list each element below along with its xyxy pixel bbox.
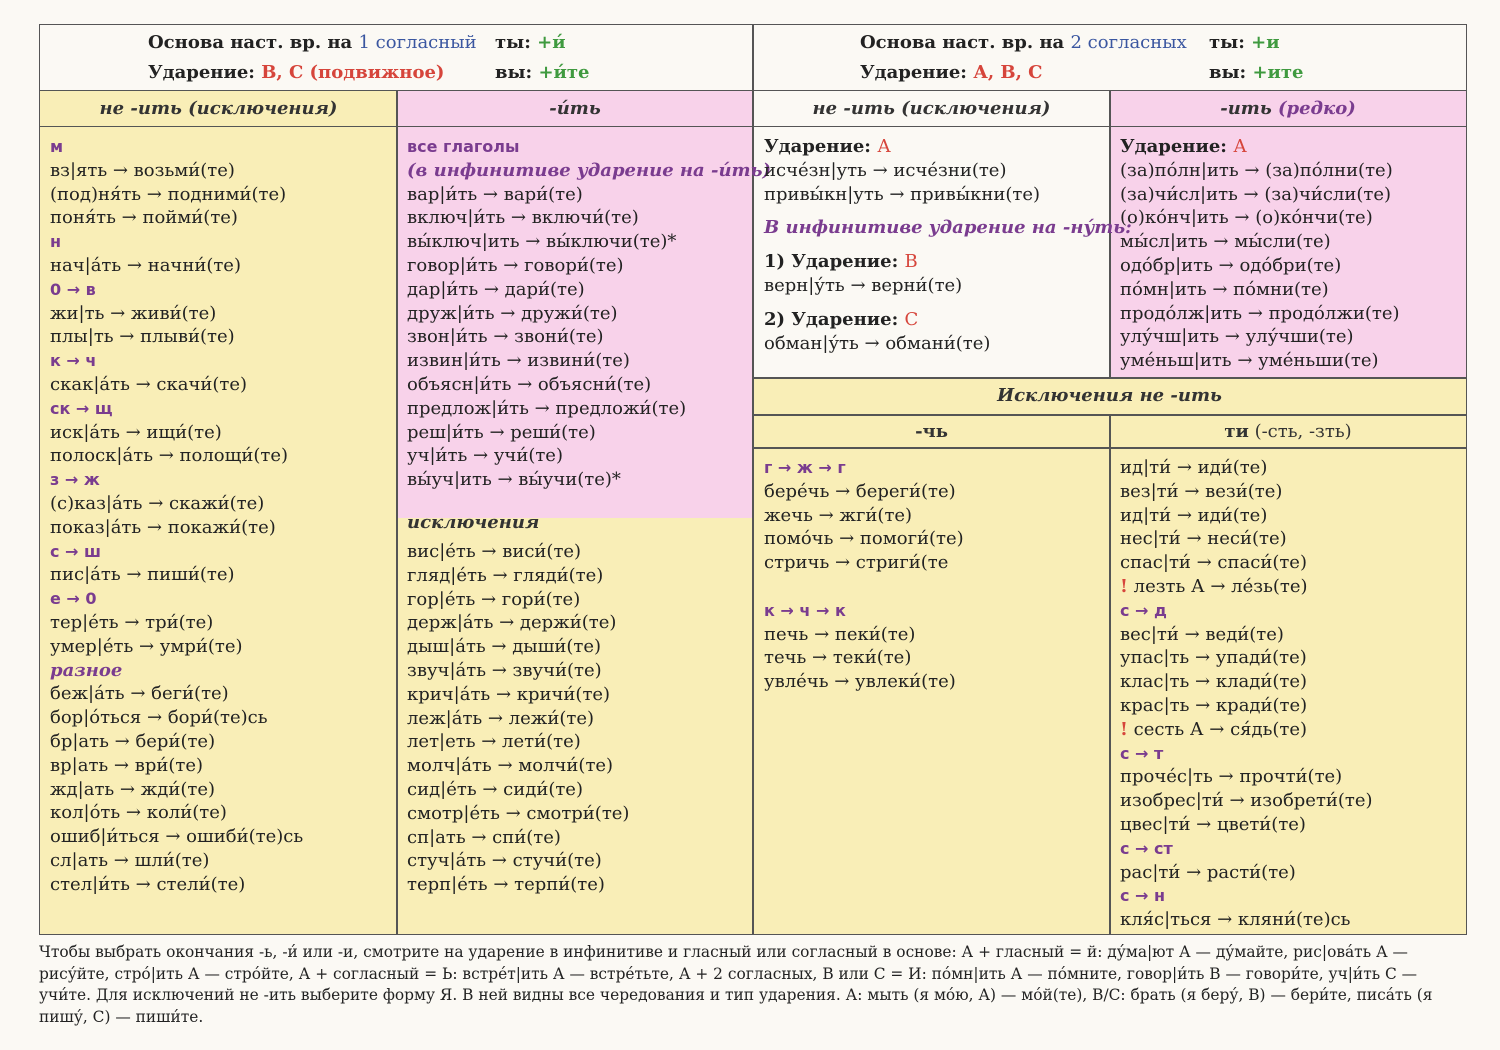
header-left-stress-label: Ударение: [148,62,262,83]
list-item: включ|и́ть → включи́(те) [407,207,639,229]
list-item: жечь → жги́(те) [764,504,913,526]
list-item: нач|а́ть → начни́(те) [50,254,241,276]
spacer [764,575,964,599]
header-left-stem-value: 1 согласный [358,32,477,53]
col3-stress-b [764,250,1132,274]
list-item: держ|а́ть → держи́(те) [407,612,617,634]
header-right-vy [1209,62,1304,83]
section-label: с → н [1120,886,1166,906]
list-item: стуч|а́ть → стучи́(те) [407,850,602,872]
section-label: з → ж [50,470,100,490]
col2-heading: -и́ть [397,91,753,127]
col2-yellow-list [407,540,629,897]
col3-heading: не -ить (исключения) [753,91,1110,127]
header-right-ty [1209,32,1280,53]
list-item: вз|ять → возьми́(те) [50,159,235,181]
exceptions-left-list [764,456,964,694]
list-item: леж|а́ть → лежи́(те) [407,707,595,729]
exceptions-right-list [1120,456,1373,932]
header-right-stem-label: Основа наст. вр. на [860,32,1071,53]
sub-right-main: ти [1224,421,1249,442]
col4-heading-rarely: (редко) [1277,98,1356,119]
list-item: полоск|а́ть → полощи́(те) [50,445,289,467]
list-item: продо́лж|ить → продо́лжи(те) [1120,302,1400,324]
list-item: обман|у́ть → обмани́(те) [764,332,991,354]
list-item: дыш|а́ть → дыши́(те) [407,636,602,658]
sub-right-variants: (-сть, -зть) [1248,421,1352,442]
list-item: уч|и́ть → учи́(те) [407,445,563,467]
header-right [753,25,1466,91]
list-item: по́мн|ить → по́мни(те) [1120,278,1329,300]
footer-note: Чтобы выбрать окончания -ь, -и́ или -и, смотрите на ударение в инфинитиве и гласный или согласный в основе: А + гласный = й: ду́ма|ют А — ду́майте, рис|ова́ть А — рису́йте, стро́|ить А — стро́йте, А + согласный = Ь: встре́т|ить А — встре́тьте, А + 2 согласных, В или С = И: по́мн|ить А — по́мните, говор|и́ть В — говори́те, уч|и́ть С — учи́те. Для исключений не -ить выберите форму Я. В ней видны все чередования и тип ударения. А: мыть (я мо́ю, А) — мо́й(те), В/С: брать (я беру́, В) — бери́те, писа́ть (я пишу́, С) — пиши́те. [39,943,1433,1026]
list-item: пис|а́ть → пиши́(те) [50,564,235,586]
col4-heading [1110,91,1466,127]
list-item: спас|ти́ → спаси́(те) [1120,552,1307,574]
list-item: поня́ть → пойми́(те) [50,207,238,229]
section-label: ск → щ [50,398,113,418]
conjugation-table [39,24,1467,935]
col3-stress-a [764,135,1132,159]
list-item: мы́сл|ить → мы́сли(те) [1120,231,1331,253]
col3-infinitive-note: В инфинитиве ударение на -ну́ть: [764,217,1132,239]
stress-value: В [904,251,918,273]
list-item: терп|е́ть → терпи́(те) [407,874,605,896]
section-label: н [50,232,62,252]
list-item: вес|ти́ → веди́(те) [1120,623,1284,645]
list-item: течь → теки́(те) [764,647,912,669]
list-item: одо́бр|ить → одо́бри(те) [1120,254,1342,276]
list-item: сл|ать → шли́(те) [50,849,210,871]
section-label: все глаголы [407,137,520,156]
section-label: к → ч → к [764,600,846,620]
list-item: ! лезть А → ле́зь(те) [1120,575,1308,597]
vy-ending: +и́те [538,62,590,83]
col1-list [50,135,303,897]
list-item: привы́кн|уть → привы́кни(те) [764,183,1041,205]
col4-stress [1120,135,1400,159]
stress-value: А [877,136,891,157]
header-left-stress [148,62,444,83]
stress-value: А [1233,136,1247,157]
list-item: сид|е́ть → сиди́(те) [407,778,583,800]
list-item: лет|еть → лети́(те) [407,731,581,753]
list-item: стел|и́ть → стели́(те) [50,873,246,895]
section-label: с → д [1120,600,1167,620]
divider [396,91,398,934]
list-item: увле́чь → увлеки́(те) [764,671,956,693]
stress-label: Ударение: [764,136,878,157]
list-item: нес|ти́ → неси́(те) [1120,528,1287,550]
stress-label: 2) Ударение: [764,308,905,330]
list-item: молч|а́ть → молчи́(те) [407,755,614,777]
list-item: улу́чш|ить → улу́чши(те) [1120,326,1354,348]
stress-label: 1) Ударение: [764,251,905,273]
list-item: (за)чи́сл|ить → (за)чи́сли(те) [1120,183,1392,205]
ty-label: ты: [495,32,538,53]
list-item: ошиб|и́ться → ошиби́(те)сь [50,826,304,848]
header-left-vy [495,62,590,83]
col2-exceptions-title: исключения [407,512,540,533]
col3-stress-c [764,308,1132,332]
list-item: кля́с|ться → кляни́(те)сь [1120,909,1351,931]
list-item: бере́чь → береги́(те) [764,480,956,502]
col2-exceptions-title-wrap [407,511,539,535]
vy-label: вы: [1209,62,1253,83]
col3-content [764,135,1132,355]
list-item: скак|а́ть → скачи́(те) [50,373,248,395]
section-label: (в инфинитиве ударение на -и́ть) [407,159,771,181]
col4-list [1120,135,1400,373]
section-label: е → 0 [50,589,97,609]
warning-icon: ! [1120,575,1128,597]
list-item: вы́уч|ить → вы́учи(те)* [407,469,621,491]
list-item: гор|е́ть → гори́(те) [407,588,581,610]
header-right-stem [860,32,1187,53]
section-label: 0 → в [50,279,96,299]
header-right-stem-value: 2 согласных [1070,32,1187,53]
list-item: предлож|и́ть → предложи́(те) [407,397,687,419]
list-item: верн|у́ть → верни́(те) [764,274,963,296]
header-left [40,25,753,91]
section-label: разное [50,659,123,681]
section-label: с → т [1120,743,1164,763]
list-item: жи|ть → живи́(те) [50,302,217,324]
list-item: гляд|е́ть → гляди́(те) [407,564,604,586]
list-item: помо́чь → помоги́(те) [764,528,964,550]
list-item: плы|ть → плыви́(те) [50,326,235,348]
list-item: бор|о́ться → бори́(те)сь [50,707,268,729]
list-item: беж|а́ть → беги́(те) [50,683,229,705]
list-item: вр|ать → ври́(те) [50,754,204,776]
section-label: м [50,137,64,156]
list-item: жд|ать → жди́(те) [50,778,216,800]
list-item: рас|ти́ → расти́(те) [1120,861,1296,883]
list-item: цвес|ти́ → цвети́(те) [1120,813,1306,835]
list-item: извин|и́ть → извини́(те) [407,350,630,372]
list-item: уме́ньш|ить → уме́ньши(те) [1120,350,1379,372]
list-item: ид|ти́ → иди́(те) [1120,457,1268,478]
list-item: друж|и́ть → дружи́(те) [407,302,618,324]
stress-value: С [904,308,919,330]
list-item: упас|ть → упади́(те) [1120,647,1307,669]
header-left-stress-value: В, С (подвижное) [261,62,445,83]
list-item: кол|о́ть → коли́(те) [50,802,227,824]
col1-heading: не -ить (исключения) [40,91,397,127]
list-item: умер|е́ть → умри́(те) [50,635,243,657]
list-item: клас|ть → клади́(те) [1120,671,1307,693]
list-item: ид|ти́ → иди́(те) [1120,504,1268,526]
section-label: г → ж → г [764,458,846,477]
list-item: ! сесть А → ся́дь(те) [1120,718,1308,740]
list-item: смотр|е́ть → смотри́(те) [407,802,630,824]
list-item: вез|ти́ → вези́(те) [1120,480,1283,502]
list-item: стричь → стриги́(те [764,552,949,574]
list-item: говор|и́ть → говори́(те) [407,254,624,276]
col2-pink-list [407,135,771,492]
vy-label: вы: [495,62,539,83]
ty-ending: +и [1251,32,1280,53]
list-item: звуч|а́ть → звучи́(те) [407,659,602,681]
header-right-stress-label: Ударение: [860,62,974,83]
list-item: печь → пеки́(те) [764,623,916,645]
list-item: вис|е́ть → виси́(те) [407,541,582,562]
section-label: к → ч [50,351,97,371]
list-item: изобрес|ти́ → изобрети́(те) [1120,790,1373,812]
ty-label: ты: [1209,32,1252,53]
list-item: крич|а́ть → кричи́(те) [407,683,611,705]
list-item: реш|и́ть → реши́(те) [407,421,596,443]
ty-ending: +и́ [537,32,566,53]
section-label: с → ш [50,541,102,561]
list-item: объясн|и́ть → объясни́(те) [407,373,652,395]
header-left-stem-label: Основа наст. вр. на [148,32,359,53]
exceptions-sub-right [1110,415,1466,448]
list-item: исче́зн|уть → исче́зни(те) [764,159,1007,181]
header-right-stress [860,62,1042,83]
exceptions-sub-left: -чь [915,421,948,442]
list-item: (за)по́лн|ить → (за)по́лни(те) [1120,159,1393,181]
header-left-ty [495,32,566,53]
header-left-stem [148,32,477,53]
list-item: вар|и́ть → вари́(те) [407,183,583,205]
list-item: сп|ать → спи́(те) [407,826,561,848]
section-label: с → ст [1120,838,1173,858]
list-item: вы́ключ|ить → вы́ключи(те)* [407,231,677,253]
list-item: показ|а́ть → покажи́(те) [50,516,276,538]
list-item: тер|е́ть → три́(те) [50,611,214,633]
warning-icon: ! [1120,718,1128,740]
col4-heading-main: -ить [1220,98,1278,119]
list-item: бр|ать → бери́(те) [50,730,216,752]
list-item: (под)ня́ть → подними́(те) [50,183,287,205]
list-item: иск|а́ть → ищи́(те) [50,421,222,443]
list-item: крас|ть → кради́(те) [1120,694,1308,716]
exceptions-title: Исключения не -ить [997,385,1222,406]
list-item: (о)ко́нч|ить → (о)ко́нчи(те) [1120,207,1373,229]
list-item: звон|и́ть → звони́(те) [407,326,604,348]
list-item: дар|и́ть → дари́(те) [407,278,585,300]
divider [1109,414,1111,934]
vy-ending: +ите [1252,62,1304,83]
list-item: (с)каз|а́ть → скажи́(те) [50,492,265,514]
header-right-stress-value: А, В, С [973,62,1043,83]
list-item: проче́с|ть → прочти́(те) [1120,766,1343,788]
stress-label: Ударение: [1120,136,1234,157]
